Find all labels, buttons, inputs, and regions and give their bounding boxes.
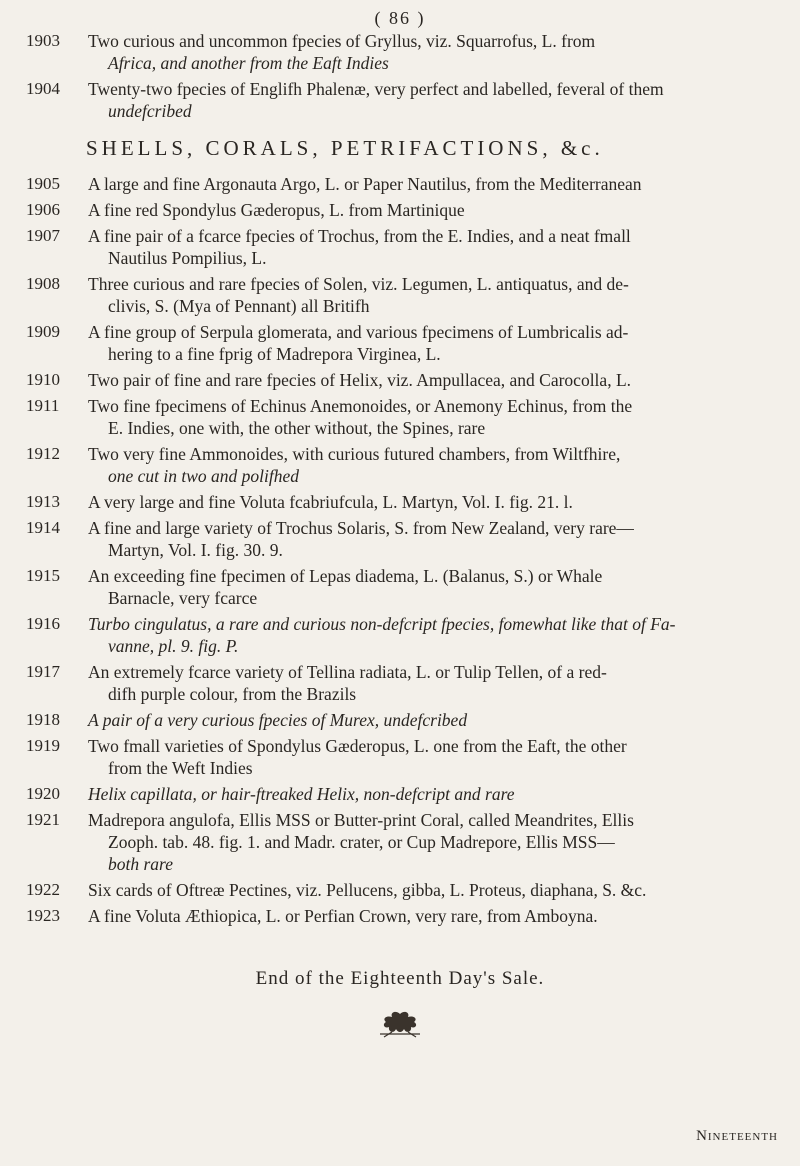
list-item: [26, 78, 786, 122]
lot-line: An extremely fcarce variety of Tellina radiata, L. or Tulip Tellen, of a red-: [88, 662, 607, 682]
lot-description: [86, 565, 786, 609]
lot-line: A fine red Spondylus Gæderopus, L. from Martinique: [88, 200, 465, 220]
lot-description: [86, 78, 786, 122]
list-item: [26, 661, 786, 705]
lot-number: 1916: [26, 614, 60, 633]
lot-number: 1903: [26, 31, 60, 50]
lot-description: [86, 661, 786, 705]
lot-line: Nautilus Pompilius, L.: [108, 248, 267, 268]
lot-number: 1914: [26, 518, 60, 537]
lot-number: 1917: [26, 662, 60, 681]
lot-line: difh purple colour, from the Brazils: [108, 684, 357, 704]
lot-line: A very large and fine Voluta fcabriufcula, L. Martyn, Vol. I. fig. 21. l.: [88, 492, 573, 512]
list-item: [26, 173, 786, 195]
list-item: [26, 809, 786, 875]
lot-line: Turbo cingulatus, a rare and curious non-defcript fpecies, fomewhat like that of Fa-: [88, 614, 676, 634]
list-item: [26, 395, 786, 439]
lot-description: [86, 173, 786, 195]
lot-description: [86, 443, 786, 487]
list-item: [26, 491, 786, 513]
lot-line: Two very fine Ammonoides, with curious futured chambers, from Wiltfhire,: [88, 444, 621, 464]
lot-number: 1910: [26, 370, 60, 389]
lot-line: A fine group of Serpula glomerata, and various fpecimens of Lumbricalis ad-: [88, 322, 629, 342]
lot-line: An exceeding fine fpecimen of Lepas diadema, L. (Balanus, S.) or Whale: [88, 566, 603, 586]
list-item: [26, 565, 786, 609]
lot-description: [86, 517, 786, 561]
lot-number: 1920: [26, 784, 60, 803]
lot-line: E. Indies, one with, the other without, the Spines, rare: [108, 418, 486, 438]
lot-number: 1909: [26, 322, 60, 341]
lot-description: [86, 395, 786, 439]
lot-line: Helix capillata, or hair-ftreaked Helix, non-defcript and rare: [88, 784, 515, 804]
lot-description: [86, 783, 786, 805]
catchword: Nineteenth: [696, 1128, 778, 1144]
lot-line: Two fine fpecimens of Echinus Anemonoides, or Anemony Echinus, from the: [88, 396, 633, 416]
list-item: [26, 517, 786, 561]
list-item: [26, 273, 786, 317]
list-item: [26, 879, 786, 901]
lot-description: [86, 491, 786, 513]
lot-line: Martyn, Vol. I. fig. 30. 9.: [108, 540, 283, 560]
list-item: [26, 443, 786, 487]
lot-number: 1907: [26, 226, 60, 245]
list-item: [26, 199, 786, 221]
section-heading: SHELLS, CORALS, PETRIFACTIONS, &c.: [86, 136, 604, 160]
list-item: [26, 783, 786, 805]
lot-line: Two fmall varieties of Spondylus Gæderopus, L. one from the Eaft, the other: [88, 736, 627, 756]
lot-description: [86, 879, 786, 901]
lot-line: Madrepora angulofa, Ellis MSS or Butter-print Coral, called Meandrites, Ellis: [88, 810, 634, 830]
page-number: ( 86 ): [374, 8, 426, 28]
list-item: [26, 225, 786, 269]
lot-line: A large and fine Argonauta Argo, L. or Paper Nautilus, from the Mediterranean: [88, 174, 642, 194]
list-item: [26, 905, 786, 927]
lot-description: [86, 30, 786, 74]
lot-description: [86, 369, 786, 391]
list-item: [26, 709, 786, 731]
lot-line: Two curious and uncommon fpecies of Gryllus, viz. Squarrofus, L. from: [88, 31, 596, 51]
lot-number: 1915: [26, 566, 60, 585]
lot-number: 1918: [26, 710, 60, 729]
lot-description: [86, 809, 786, 875]
lot-line: A fine and large variety of Trochus Solaris, S. from New Zealand, very rare—: [88, 518, 634, 538]
lot-line: one cut in two and polifhed: [108, 466, 300, 486]
lot-line: Three curious and rare fpecies of Solen, viz. Legumen, L. antiquatus, and de-: [88, 274, 629, 294]
lot-description: [86, 273, 786, 317]
fleuron-ornament-icon: [374, 1010, 426, 1040]
lot-number: 1922: [26, 880, 60, 899]
lot-line: undefcribed: [108, 101, 192, 121]
end-of-day-line: End of the Eighteenth Day's Sale.: [255, 968, 545, 989]
lot-line: A fine Voluta Æthiopica, L. or Perfian Crown, very rare, from Amboyna.: [88, 906, 598, 926]
lot-line: A fine pair of a fcarce fpecies of Trochus, from the E. Indies, and a neat fmall: [88, 226, 631, 246]
lot-description: [86, 905, 786, 927]
lot-number: 1906: [26, 200, 60, 219]
lot-description: [86, 709, 786, 731]
lot-number: 1908: [26, 274, 60, 293]
lot-description: [86, 613, 786, 657]
list-item: [26, 369, 786, 391]
lot-number: 1905: [26, 174, 60, 193]
lot-description: [86, 199, 786, 221]
lot-description: [86, 225, 786, 269]
lot-line: Barnacle, very fcarce: [108, 588, 258, 608]
lot-line: from the Weft Indies: [108, 758, 253, 778]
lot-line: both rare: [108, 854, 173, 874]
lot-line: A pair of a very curious fpecies of Murex, undefcribed: [88, 710, 468, 730]
lot-line: Africa, and another from the Eaft Indies: [108, 53, 389, 73]
lot-number: 1923: [26, 906, 60, 925]
lot-line: Twenty-two fpecies of Englifh Phalenæ, very perfect and labelled, feveral of them: [88, 79, 664, 99]
lot-line: Six cards of Oftreæ Pectines, viz. Pellucens, gibba, L. Proteus, diaphana, S. &c.: [88, 880, 647, 900]
entries-list: [26, 30, 786, 931]
lot-line: vanne, pl. 9. fig. P.: [108, 636, 239, 656]
lot-line: hering to a fine fprig of Madrepora Virginea, L.: [108, 344, 441, 364]
list-item: [26, 30, 786, 74]
lot-number: 1921: [26, 810, 60, 829]
lot-description: [86, 321, 786, 365]
lot-number: 1904: [26, 79, 60, 98]
lot-description: [86, 735, 786, 779]
lot-number: 1911: [26, 396, 60, 415]
list-item: [26, 735, 786, 779]
lot-number: 1919: [26, 736, 60, 755]
list-item: [26, 613, 786, 657]
lot-line: Zooph. tab. 48. fig. 1. and Madr. crater, or Cup Madrepore, Ellis MSS—: [108, 832, 615, 852]
lot-line: Two pair of fine and rare fpecies of Helix, viz. Ampullacea, and Carocolla, L.: [88, 370, 632, 390]
lot-number: 1912: [26, 444, 60, 463]
lot-number: 1913: [26, 492, 60, 511]
list-item: [26, 321, 786, 365]
lot-line: clivis, S. (Mya of Pennant) all Britifh: [108, 296, 370, 316]
